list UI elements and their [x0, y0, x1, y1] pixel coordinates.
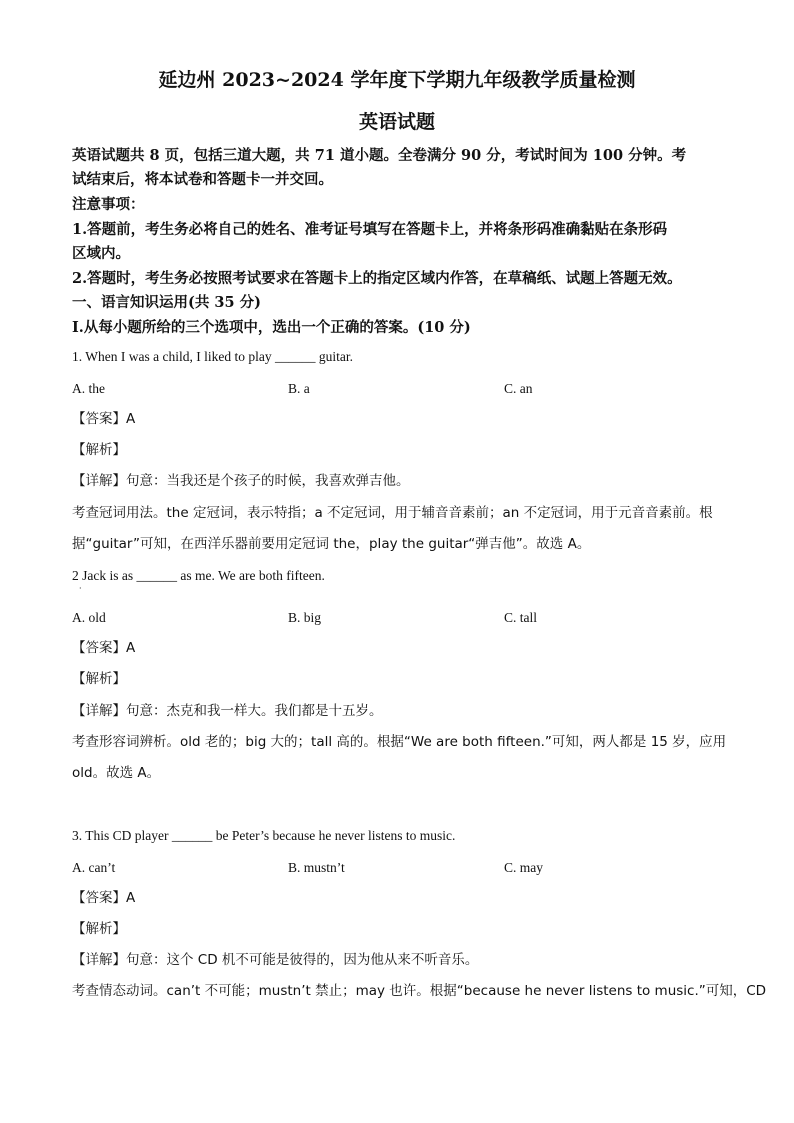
question-2-option-c: C. tall [504, 610, 537, 625]
question-1-explain-2: 据“guitar”可知，在西洋乐器前要用定冠词 the，play the guitar“弹吉他”。故选 A。 [72, 536, 591, 552]
question-1-option-c: C. an [504, 381, 533, 396]
part-1-title: Ⅰ.从每小题所给的三个选项中，选出一个正确的答案。(10 分) [72, 319, 471, 336]
question-2-answer: 【答案】A [72, 640, 136, 656]
question-2-analysis: 【解析】 [72, 671, 126, 687]
question-1-analysis: 【解析】 [72, 442, 126, 458]
note-1-line-2: 区域内。 [72, 245, 130, 262]
question-1-explain-1: 考查冠词用法。the 定冠词，表示特指；a 不定冠词，用于辅音音素前；an 不定冠词，用于元音音素前。根 [72, 505, 713, 521]
note-1-line-1: 1.答题前，考生务必将自己的姓名、准考证号填写在答题卡上，并将条形码准确黏贴在条形码 [72, 221, 668, 238]
question-3-explain-1: 考查情态动词。can’t 不可能；mustn’t 禁止；may 也许。根据“because he never listens to music.”可知，CD [72, 983, 767, 999]
question-1-detail: 【详解】句意：当我还是个孩子的时候，我喜欢弹吉他。 [72, 473, 410, 489]
stray-dot: · [79, 584, 82, 593]
question-2-option-a: A. old [72, 610, 106, 625]
question-3-option-b: B. mustn’t [288, 860, 345, 875]
section-title: 一、语言知识运用(共 35 分) [72, 294, 261, 311]
question-3-detail: 【详解】句意：这个 CD 机不可能是彼得的，因为他从来不听音乐。 [72, 952, 479, 968]
page-subtitle: 英语试题 [358, 111, 435, 133]
question-3-option-c: C. may [504, 860, 543, 875]
intro-line-1: 英语试题共 8 页，包括三道大题，共 71 道小题。全卷满分 90 分，考试时间为 100 分钟。考 [72, 147, 687, 164]
question-2-explain-2: old。故选 A。 [72, 765, 161, 781]
question-1-option-b: B. a [288, 381, 310, 396]
question-3-option-a: A. can’t [72, 860, 116, 875]
question-1-answer: 【答案】A [72, 411, 136, 427]
note-2: 2.答题时，考生务必按照考试要求在答题卡上的指定区域内作答，在草稿纸、试题上答题无效。 [72, 270, 682, 287]
question-1-option-a: A. the [72, 381, 105, 396]
question-2-option-b: B. big [288, 610, 322, 625]
intro-line-2: 试结束后，将本试卷和答题卡一并交回。 [72, 171, 333, 188]
page-title: 延边州 2023~2024 学年度下学期九年级教学质量检测 [158, 69, 636, 91]
question-2-explain-1: 考查形容词辨析。old 老的；big 大的；tall 高的。根据“We are both fifteen.”可知，两人都是 15 岁，应用 [72, 734, 727, 750]
question-1-stem: 1. When I was a child, I liked to play ______ guitar. [72, 349, 353, 364]
question-3-analysis: 【解析】 [72, 921, 126, 937]
question-3-stem: 3. This CD player ______ be Peter’s because he never listens to music. [72, 828, 456, 843]
question-3-answer: 【答案】A [72, 890, 136, 906]
question-2-stem: 2 Jack is as ______ as me. We are both fifteen. [72, 568, 325, 583]
notes-title: 注意事项： [72, 196, 145, 213]
question-2-detail: 【详解】句意：杰克和我一样大。我们都是十五岁。 [72, 703, 383, 719]
